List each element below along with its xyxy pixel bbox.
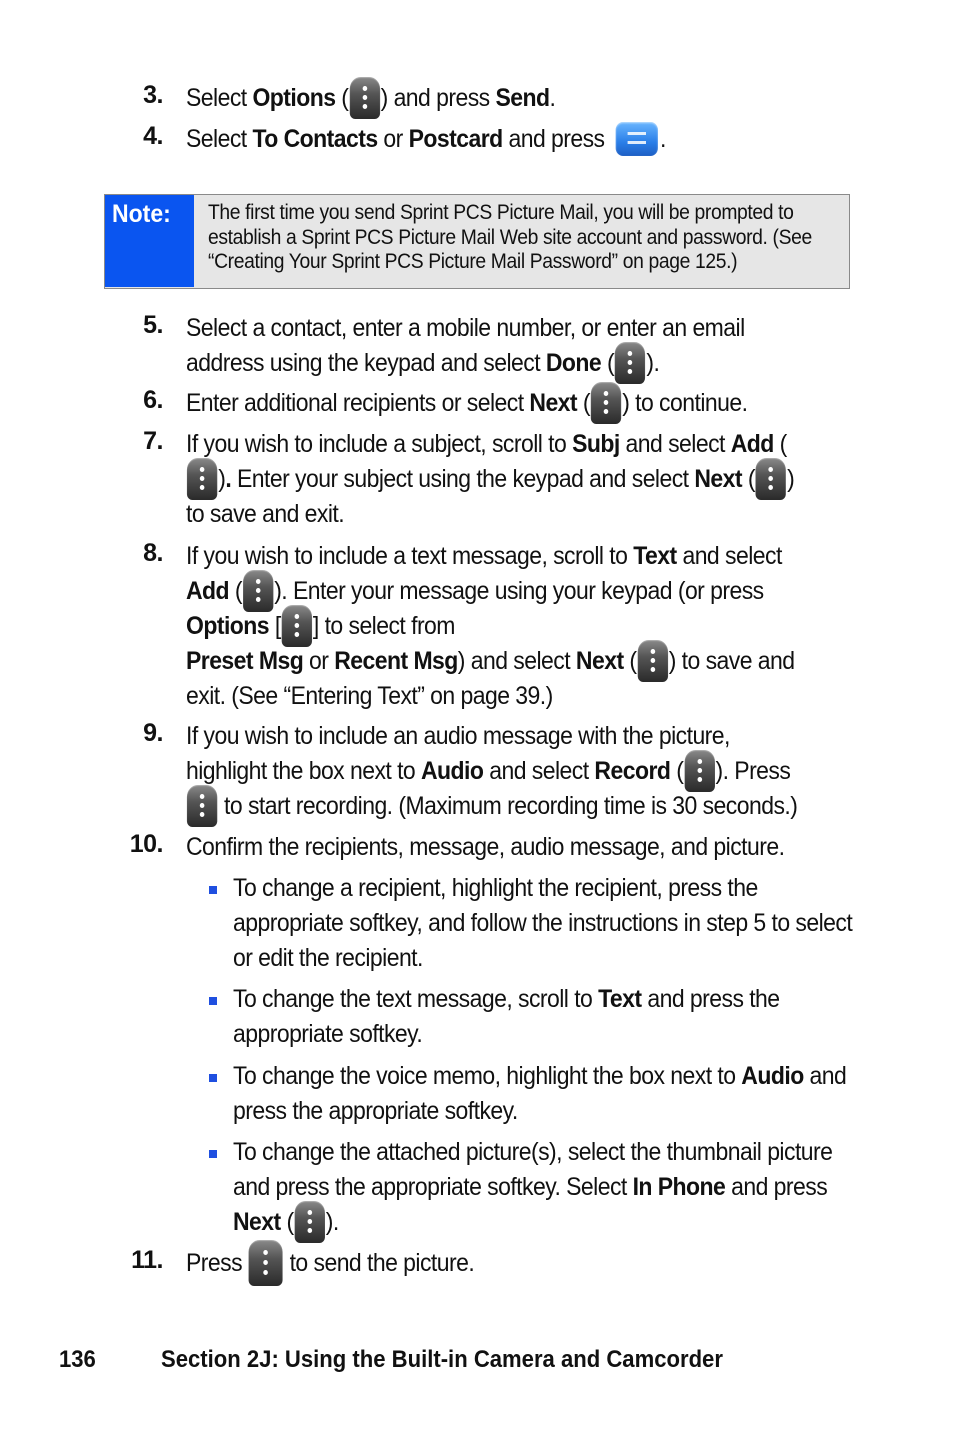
softkey-icon xyxy=(187,458,217,500)
step-number: 5. xyxy=(143,311,163,339)
step-number: 7. xyxy=(143,427,163,455)
step-number: 6. xyxy=(143,386,163,414)
menu-ok-key-icon xyxy=(616,122,658,156)
step-text: Select a contact, enter a mobile number, or enter an email address using the keypad and select Done ( ). xyxy=(186,311,812,381)
note-label: Note: xyxy=(105,195,194,287)
step-text: If you wish to include an audio message with the picture, highlight the box next to Audio and select Record ( ). Press to start recording. (Maximum recording time is 30 seconds.) xyxy=(186,719,812,824)
softkey-icon xyxy=(637,640,667,682)
send-key-icon xyxy=(249,1240,283,1286)
bullet-text: To change the voice memo, highlight the box next to Audio and press the appropriate softkey. xyxy=(233,1062,847,1125)
softkey-icon xyxy=(684,750,714,792)
step-number: 8. xyxy=(143,539,163,567)
softkey-icon xyxy=(591,382,621,424)
softkey-icon xyxy=(756,458,786,500)
step-text: Confirm the recipients, message, audio message, and picture. xyxy=(186,833,785,861)
bullet-text: To change the text message, scroll to Text and press the appropriate softkey. xyxy=(233,985,780,1048)
step-number: 10. xyxy=(129,830,163,858)
step-text: Select To Contacts or Postcard and press . xyxy=(186,122,812,157)
bullet-square-icon xyxy=(209,886,217,894)
softkey-icon xyxy=(282,605,312,647)
bullet-square-icon xyxy=(209,1074,217,1082)
step-number: 4. xyxy=(143,122,163,150)
softkey-icon xyxy=(243,570,273,612)
step-text: Enter additional recipients or select Next ( ) to continue. xyxy=(186,386,812,421)
step-number: 9. xyxy=(143,719,163,747)
step-number: 3. xyxy=(143,81,163,109)
step-text: Select Options ( ) and press Send. xyxy=(186,81,812,116)
page-number: 136 xyxy=(59,1346,96,1373)
softkey-icon xyxy=(615,342,645,384)
softkey-icon xyxy=(349,77,379,119)
softkey-icon xyxy=(295,1201,325,1243)
bullet-square-icon xyxy=(209,1150,217,1158)
step-number: 11. xyxy=(131,1246,163,1274)
bullet-text: To change the attached picture(s), select the thumbnail picture and press the appropriate softkey. Select In Phone and press Next ( ). xyxy=(233,1135,859,1240)
step-text: Press to send the picture. xyxy=(186,1246,812,1282)
section-title: Section 2J: Using the Built-in Camera and Camcorder xyxy=(161,1346,723,1373)
bullet-square-icon xyxy=(209,997,217,1005)
step-text: If you wish to include a subject, scroll to Subj and select Add (). Enter your subject using the keypad and select Next ( ) to save and exit. xyxy=(186,430,795,528)
step-text: If you wish to include a text message, scroll to Text and select Add ( ). Enter your message using your keypad (or press Options [ ] to select from Preset Msg or Recent Msg) and select Next ( ) to save and exit. (See “Entering Text” on page 39.) xyxy=(186,542,795,710)
note-text: The first time you send Sprint PCS Picture Mail, you will be prompted to establish a Sprint PCS Picture Mail Web site account and password. (See “Creating Your Sprint PCS Picture Mail Password” on page 125.) xyxy=(208,201,812,273)
end-key-icon xyxy=(187,785,217,827)
note-box xyxy=(104,194,850,289)
bullet-text: To change a recipient, highlight the recipient, press the appropriate softkey, and follow the instructions in step 5 to select or edit the recipient. xyxy=(233,874,853,972)
